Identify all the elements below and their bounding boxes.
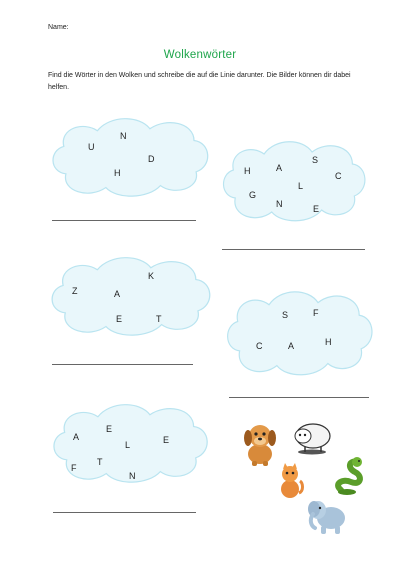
- answer-line[interactable]: [52, 364, 193, 365]
- cloud-letter: F: [313, 308, 319, 318]
- cloud-3: [52, 258, 210, 335]
- cloud-2: [224, 142, 365, 221]
- cloud-letter: F: [71, 463, 77, 473]
- answer-line[interactable]: [222, 249, 365, 250]
- cloud-4: [228, 292, 372, 375]
- elephant-icon: [307, 496, 347, 536]
- cloud-letter: H: [244, 166, 251, 176]
- cloud-letter: N: [129, 471, 136, 481]
- cloud-letter: N: [120, 131, 127, 141]
- name-label: Name:: [48, 24, 69, 31]
- cloud-letter: E: [163, 435, 170, 445]
- cloud-letter: A: [73, 432, 80, 442]
- cloud-letter: L: [298, 181, 304, 191]
- cloud-letter: C: [256, 341, 263, 351]
- cat-icon: [276, 463, 304, 499]
- cloud-letter: C: [335, 171, 342, 181]
- cloud-letter: E: [116, 314, 123, 324]
- cloud-letter: D: [148, 154, 155, 164]
- instructions: Find die Wörter in den Wolken und schreibe die auf die Linie darunter. Die Bilder können dir dabei helfen.: [48, 72, 351, 91]
- cloud-letter: K: [148, 271, 155, 281]
- cloud-letter: S: [282, 310, 289, 320]
- cloud-letter: U: [88, 142, 95, 152]
- cloud-letter: T: [97, 457, 103, 467]
- page-title: Wolkenwörter: [163, 49, 237, 61]
- cloud-letter: Z: [72, 286, 78, 296]
- cloud-letter: H: [114, 168, 121, 178]
- cloud-letter: A: [276, 163, 283, 173]
- cloud-letter: A: [288, 341, 295, 351]
- cloud-letter: E: [106, 424, 113, 434]
- cloud-letter: G: [249, 190, 257, 200]
- cloud-letter: H: [325, 337, 332, 347]
- cloud-letter: L: [125, 440, 131, 450]
- cloud-letter: S: [312, 155, 319, 165]
- cloud-letter: N: [276, 199, 283, 209]
- snake-icon: [333, 456, 365, 496]
- cloud-letter: A: [114, 289, 121, 299]
- answer-line[interactable]: [52, 220, 196, 221]
- answer-line[interactable]: [229, 397, 369, 398]
- answer-line[interactable]: [53, 512, 196, 513]
- cloud-letter: T: [156, 314, 162, 324]
- sheep-icon: [291, 420, 333, 456]
- dog-icon: [240, 421, 280, 467]
- cloud-1: [53, 119, 208, 196]
- cloud-letter: E: [313, 204, 320, 214]
